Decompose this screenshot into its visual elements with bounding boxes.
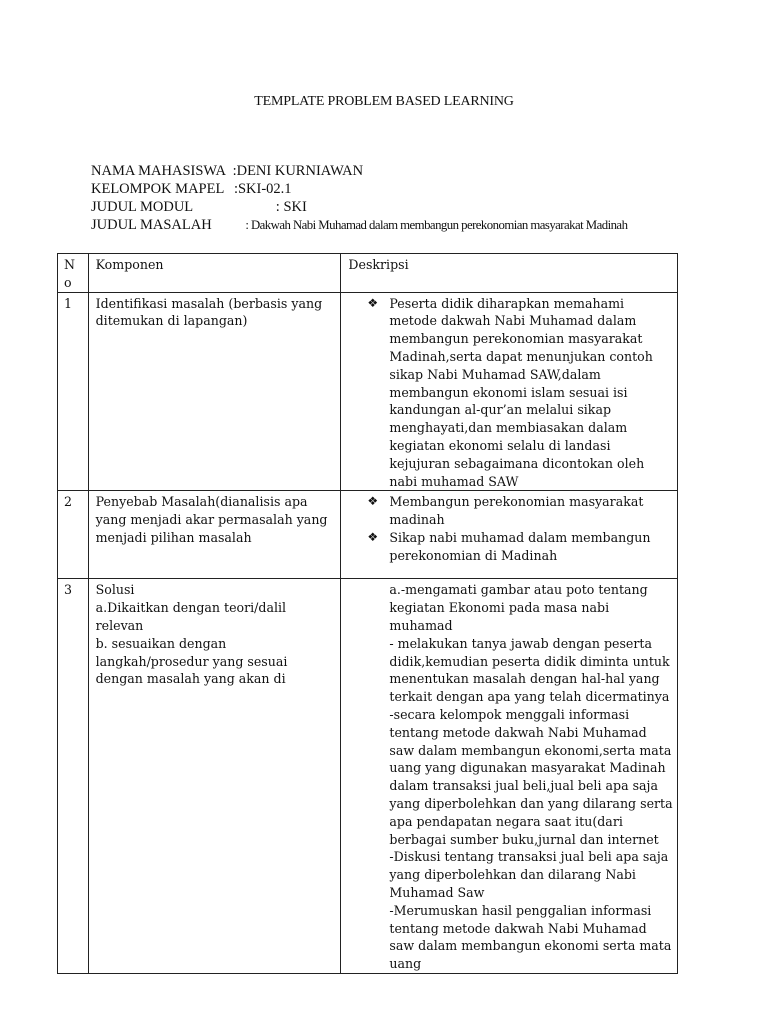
kelompok-label: KELOMPOK MAPEL [91, 181, 225, 197]
komponen-line: b. sesuaikan dengan langkah/prosedur yang sesuai dengan masalah yang akan di [95, 635, 288, 687]
list-item [367, 493, 673, 529]
list-item [367, 529, 673, 565]
list-item [367, 295, 673, 491]
deskripsi-line: a.-mengamati gambar atau poto tentang kegiatan Ekonomi pada masa nabi muhamad [389, 582, 648, 633]
komponen-line: Solusi [95, 582, 135, 598]
table-row [58, 579, 678, 974]
row-deskripsi [341, 292, 678, 491]
modul-label: JUDUL MODUL [91, 199, 194, 215]
meta-masalah [91, 217, 627, 234]
nama-value: :DENI KURNIAWAN [232, 163, 364, 179]
diamond-bullet-icon: ❖ [367, 529, 379, 544]
bullet-text: Membangun perekonomian masyarakat madinah [389, 494, 644, 528]
nama-label: NAMA MAHASISWA [91, 163, 226, 179]
meta-nama [91, 163, 363, 180]
table-row [58, 491, 678, 579]
meta-kelompok [91, 181, 292, 198]
masalah-label: JUDUL MASALAH [91, 217, 212, 233]
deskripsi-line: - melakukan tanya jawab dengan peserta didik,kemudian peserta didik diminta untuk menentukan masalah dengan hal-hal yang terkait dengan apa yang telah dicermatinya [389, 635, 670, 705]
diamond-bullet-icon: ❖ [367, 494, 379, 509]
row-no: 1 [58, 292, 89, 491]
header-komponen: Komponen [88, 254, 341, 293]
masalah-value: : Dakwah Nabi Muhamad dalam membangun perekonomian masyarakat Madinah [245, 218, 628, 232]
row-komponen: Penyebab Masalah(dianalisis apa yang menjadi akar permasalah yang menjadi pilihan masalah [88, 491, 341, 579]
deskripsi-line: -Diskusi tentang transaksi jual beli apa saja yang diperbolehkan dan dilarang Nabi Muhamad Saw [389, 849, 669, 900]
row-deskripsi [341, 579, 678, 974]
header-deskripsi: Deskripsi [341, 254, 678, 293]
header-no: N o [58, 254, 89, 293]
komponen-line: a.Dikaitkan dengan teori/dalil relevan [95, 600, 287, 633]
deskripsi-line: -Merumuskan hasil penggalian informasi tentang metode dakwah Nabi Muhamad saw dalam membangun ekonomi serta mata uang [389, 902, 672, 972]
pbl-table [57, 253, 678, 974]
row-komponen [88, 579, 341, 974]
row-komponen: Identifikasi masalah (berbasis yang ditemukan di lapangan) [88, 292, 341, 491]
row-no: 2 [58, 491, 89, 579]
bullet-text: Peserta didik diharapkan memahami metode dakwah Nabi Muhamad dalam membangun perekonomian masyarakat Madinah,serta dapat menunjukan contoh sikap Nabi Muhamad SAW,dalam membangun ekonomi islam sesuai isi kandungan al-qur’an melalui sikap menghayati,dan membiasakan dalam kegiatan ekonomi selalu di landasi kejujuran sebagaimana dicontokan oleh nabi muhamad SAW [389, 295, 653, 489]
row-no: 3 [58, 579, 89, 974]
modul-value: : SKI [275, 199, 307, 215]
diamond-bullet-icon: ❖ [367, 295, 379, 310]
meta-modul [91, 199, 307, 216]
table-header-row [58, 254, 678, 293]
row-deskripsi [341, 491, 678, 579]
table-row [58, 292, 678, 491]
kelompok-value: :SKI-02.1 [233, 181, 292, 197]
bullet-text: Sikap nabi muhamad dalam membangun perekonomian di Madinah [389, 529, 651, 563]
page-title: TEMPLATE PROBLEM BASED LEARNING [254, 94, 514, 109]
deskripsi-line: -secara kelompok menggali informasi tentang metode dakwah Nabi Muhamad saw dalam membangun ekonomi,serta mata uang yang digunakan masyarakat Madinah dalam transaksi jual beli,jual beli apa saja yang diperbolehkan dan yang dilarang serta apa pendapatan negara saat itu(dari berbagai sumber buku,jurnal dan internet [389, 706, 673, 847]
